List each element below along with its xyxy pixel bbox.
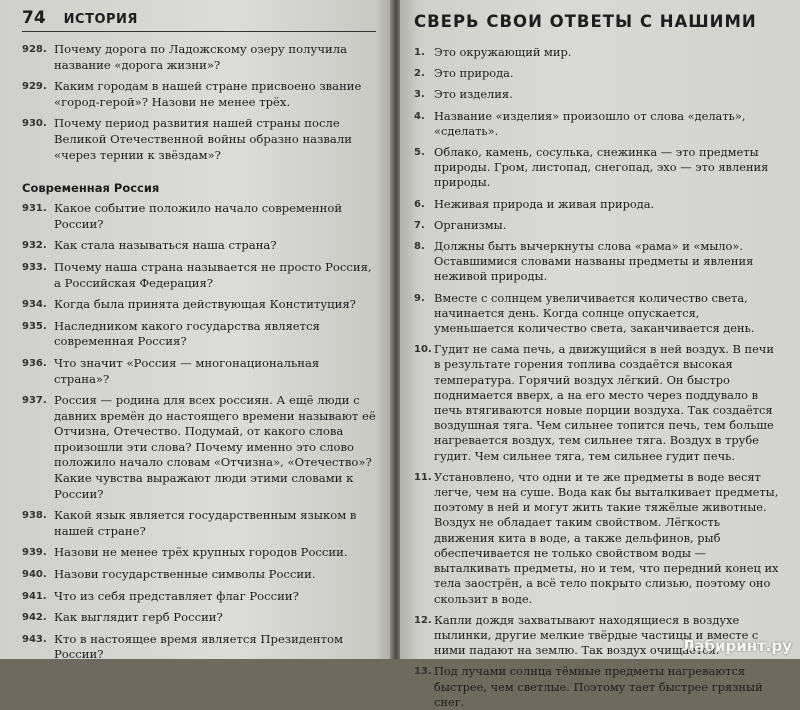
question-item (22, 567, 376, 583)
question-number: 943. (22, 633, 47, 645)
question-item (22, 545, 376, 561)
answer-item (414, 45, 782, 60)
answer-number: 10. (414, 344, 432, 356)
question-text: Как выглядит герб России? (54, 610, 223, 625)
answer-text: Установлено, что одни и те же предметы в воде весят легче, чем на суше. Вода как бы выталкивает предметы, поэтому в ней и могут жить такие тяжёлые животные. Воздух не обладает таким свойством. Лёгкость движения кита в воде, а также дельфинов, рыб обеспечивается не только свойством воды — выталкивать предметы, но и тем, что передний конец их тела заострён, а всё тело покрыто слизью, поэтому оно скользит в воде. (434, 469, 779, 606)
answer-text: Должны быть вычеркнуты слова «рама» и «мыло». Оставшимися словами названы предметы и явления неживой природы. (434, 239, 754, 284)
answer-number: 4. (414, 110, 425, 122)
answer-item (414, 291, 782, 337)
answer-number: 6. (414, 198, 425, 210)
question-item (22, 632, 376, 663)
answer-item (414, 239, 782, 285)
question-item (22, 508, 376, 539)
question-text: Почему дорога по Ладожскому озеру получила название «дорога жизни»? (54, 42, 347, 72)
answer-text: Под лучами солнца тёмные предметы нагреваются быстрее, чем светлые. Поэтому тает быстрее грязный снег. (434, 664, 763, 709)
answer-item (414, 145, 782, 191)
answer-item (414, 664, 782, 710)
question-text: Как стала называться наша страна? (54, 238, 277, 253)
question-list-modern-russia (22, 201, 376, 663)
question-number: 928. (22, 44, 47, 55)
answer-text: Капли дождя захватывают находящиеся в воздухе пылинки, другие мелкие твёрдые частицы и вместе с ними падают на землю. Так воздух очищается. (434, 612, 759, 658)
section-title: Современная Россия (22, 181, 160, 196)
question-number: 942. (22, 612, 47, 624)
question-list-history (22, 42, 376, 163)
answer-number: 2. (414, 68, 425, 80)
left-page-header (22, 8, 376, 32)
question-number: 935. (22, 320, 47, 332)
question-item (22, 610, 376, 626)
answers-title: СВЕРЬ СВОИ ОТВЕТЫ С НАШИМИ (414, 12, 757, 31)
question-text: Какое событие положило начало современной России? (54, 201, 343, 231)
question-number: 934. (22, 299, 47, 311)
question-text: Что значит «Россия — многонациональная страна»? (54, 355, 320, 386)
question-item (22, 42, 376, 73)
question-item (22, 356, 376, 387)
question-text: Россия — родина для всех россиян. А ещё люди с давних времён до настоящего времени называют её Отчизна, Отечество. Подумай, от какого слова произошли эти слова? Почему именно это слово положило начало словам «Отчизна», «Отечество»? Какие чувства выражают люди этими словами к России? (54, 393, 376, 501)
answer-text: Неживая природа и живая природа. (434, 196, 655, 211)
question-number: 931. (22, 203, 47, 215)
question-text: Назови государственные символы России. (54, 567, 316, 582)
question-item (22, 260, 376, 291)
question-text: Какой язык является государственным языком в нашей стране? (54, 508, 357, 538)
answer-number: 13. (414, 666, 432, 678)
question-text: Каким городам в нашей стране присвоено звание «город-герой»? Назови не менее трёх. (54, 79, 362, 109)
question-number: 939. (22, 547, 47, 559)
answer-text: Это природа. (434, 66, 514, 81)
question-number: 941. (22, 590, 47, 602)
question-item (22, 319, 376, 350)
answer-number: 7. (414, 219, 425, 231)
answer-item (414, 197, 782, 212)
answer-text: Это окружающий мир. (434, 45, 572, 59)
answer-text: Облако, камень, сосулька, снежинка — это предметы природы. Гром, листопад, снегопад, эхо — это явления природы. (434, 145, 769, 190)
answer-number: 11. (414, 471, 432, 483)
question-item (22, 201, 376, 232)
question-text: Когда была принята действующая Конституция? (54, 297, 356, 312)
answer-text: Это изделия. (434, 87, 513, 102)
answer-item (414, 87, 782, 102)
question-item (22, 238, 376, 254)
question-text: Кто в настоящее время является Президентом России? (54, 631, 343, 662)
answer-number: 9. (414, 292, 425, 304)
question-item (22, 589, 376, 605)
answer-item (414, 470, 782, 607)
question-text: Почему наша страна называется не просто Россия, а Российская Федерация? (54, 259, 372, 290)
answer-number: 1. (414, 47, 425, 58)
answer-number: 12. (414, 614, 432, 626)
answer-item (414, 66, 782, 81)
answer-list (414, 45, 782, 710)
question-text: Что из себя представляет флаг России? (54, 588, 299, 603)
question-item (22, 393, 376, 502)
question-number: 930. (22, 118, 47, 130)
question-text: Почему период развития нашей страны после Великой Отечественной войны образно назвали «через тернии к звёздам»? (54, 116, 352, 162)
answer-number: 8. (414, 241, 425, 253)
page-number: 74 (22, 8, 46, 28)
question-number: 938. (22, 510, 47, 522)
question-item (22, 297, 376, 313)
question-number: 937. (22, 395, 47, 407)
question-number: 940. (22, 569, 47, 581)
answer-item (414, 109, 782, 139)
answer-text: Вместе с солнцем увеличивается количество света, начинается день. Когда солнце опускается, уменьшается количество света, заканчивается день. (434, 290, 755, 336)
left-page (0, 0, 392, 662)
question-number: 933. (22, 261, 47, 273)
question-item (22, 116, 376, 163)
question-number: 929. (22, 81, 47, 93)
question-text: Наследником какого государства является современная Россия? (54, 318, 320, 349)
answer-text: Название «изделия» произошло от слова «делать», «сделать». (434, 108, 746, 138)
answer-number: 3. (414, 89, 425, 101)
question-item (22, 79, 376, 110)
answer-number: 5. (414, 147, 425, 159)
answer-text: Гудит не сама печь, а движущийся в ней воздух. В печи в результате горения топлива создаётся высокая температура. Горячий воздух лёгкий. Он быстро поднимается вверх, а на его место через поддувало в печь втягиваются новые порции воздуха. Так создаётся воздушная тяга. Чем сильнее топится печь, тем больше нагревается воздух, тем сильнее тяга. Воздух в трубе гудит. Чем сильнее тяга, тем сильнее гудит печь. (434, 342, 774, 463)
answer-item (414, 218, 782, 233)
right-page (400, 0, 800, 709)
watermark-logo: Лабиринт.ру (681, 637, 792, 655)
answer-item (414, 342, 782, 464)
question-number: 936. (22, 357, 47, 369)
running-head: ИСТОРИЯ (63, 12, 138, 27)
answer-text: Организмы. (434, 217, 507, 232)
question-number: 932. (22, 240, 47, 252)
question-text: Назови не менее трёх крупных городов России. (54, 545, 348, 560)
